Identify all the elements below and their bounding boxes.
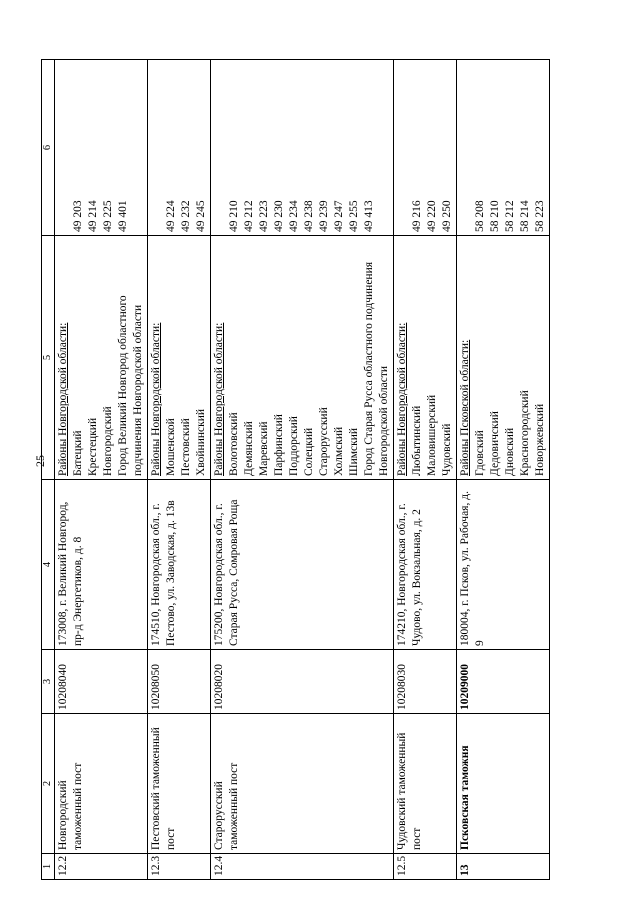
okato-code: 49 239 <box>318 200 330 232</box>
region-title: Районы Псковской области: <box>459 339 471 476</box>
header-cell: 2 <box>42 714 55 854</box>
region-item: Мошенской <box>165 418 177 476</box>
okato-code: 49 224 <box>165 200 177 232</box>
code-spacer <box>458 63 473 232</box>
address-cell: 174510, Новгородская обл., г. Пестово, ул. Заводская, д. 13в <box>148 480 211 650</box>
region-title: Районы Новгородской области: <box>57 322 69 476</box>
region-item: Крестецкий <box>87 417 99 476</box>
address-cell: 173008, г. Великий Новгород, пр-д Энергетиков, д. 8 <box>55 480 148 650</box>
region-item: Новгородский <box>102 406 114 476</box>
region-item: Любытинский <box>411 405 423 476</box>
region-item: Солецкий <box>303 427 315 476</box>
regions-cell <box>457 236 550 480</box>
row-number-cell: 13 <box>457 854 550 880</box>
okato-code: 58 223 <box>534 200 546 232</box>
row-number-cell: 12.3 <box>148 854 211 880</box>
document-sheet <box>41 60 601 880</box>
region-item: Дновский <box>504 427 516 476</box>
okato-code: 49 203 <box>72 200 84 232</box>
office-code-cell: 10208050 <box>148 650 211 714</box>
address-cell: 175200, Новгородская обл., г. Старая Русса, Сомровая Роща <box>211 480 394 650</box>
code-spacer <box>212 63 227 232</box>
okato-codes-cell <box>211 60 394 236</box>
header-cell: 6 <box>42 60 55 236</box>
okato-code: 49 225 <box>102 200 114 232</box>
okato-code: 58 208 <box>474 200 486 232</box>
okato-code: 49 247 <box>333 200 345 232</box>
code-spacer <box>395 63 410 232</box>
table-row <box>148 60 211 880</box>
customs-office-name-cell: Пестовский таможенный пост <box>148 714 211 854</box>
okato-code: 49 255 <box>348 200 360 232</box>
okato-codes-cell <box>55 60 148 236</box>
region-item: Маревский <box>258 421 270 476</box>
okato-code: 49 234 <box>288 200 300 232</box>
region-item: Старорусский <box>318 407 330 476</box>
customs-office-name-cell: Псковская таможня <box>457 714 550 854</box>
header-cell: 4 <box>42 480 55 650</box>
regions-cell <box>211 236 394 480</box>
okato-code: 49 212 <box>243 200 255 232</box>
page-number: 25 <box>33 455 47 467</box>
okato-code: 49 245 <box>195 200 207 232</box>
address-cell: 174210, Новгородская обл., г. Чудово, ул. Вокзальная, д. 2 <box>394 480 457 650</box>
address-cell: 180004, г. Псков, ул. Рабочая, д. 9 <box>457 480 550 650</box>
region-item: Город Великий Новгород областного подчинения Новгородской области <box>117 295 144 476</box>
region-title: Районы Новгородской области: <box>213 322 225 476</box>
regions-cell <box>394 236 457 480</box>
header-cell: 3 <box>42 650 55 714</box>
table-row <box>394 60 457 880</box>
okato-code: 49 401 <box>117 200 129 232</box>
okato-code: 58 214 <box>519 200 531 232</box>
region-item: Красногородский <box>519 390 531 476</box>
region-item: Волотовский <box>228 412 240 476</box>
okato-code: 49 210 <box>228 200 240 232</box>
okato-code: 49 232 <box>180 200 192 232</box>
region-item: Демянский <box>243 421 255 476</box>
okato-code: 49 413 <box>363 200 375 232</box>
okato-codes-cell <box>394 60 457 236</box>
okato-code: 49 230 <box>273 200 285 232</box>
customs-office-name-cell: Чудовский таможенный пост <box>394 714 457 854</box>
table-body <box>42 60 550 880</box>
okato-codes-cell <box>457 60 550 236</box>
region-item: Парфинский <box>273 414 285 476</box>
header-row <box>42 60 55 880</box>
regions-cell <box>55 236 148 480</box>
region-item: Дедовичский <box>489 411 501 476</box>
row-number-cell: 12.4 <box>211 854 394 880</box>
regions-cell <box>148 236 211 480</box>
office-code-cell: 10209000 <box>457 650 550 714</box>
okato-code: 58 210 <box>489 200 501 232</box>
okato-codes-cell <box>148 60 211 236</box>
okato-code: 49 220 <box>426 200 438 232</box>
region-item: Чудовский <box>441 423 453 476</box>
region-item: Пестовский <box>180 418 192 476</box>
region-item: Город Старая Русса областного подчинения Новгородской области <box>363 261 390 476</box>
region-item: Хвойнинский <box>195 408 207 476</box>
header-cell: 1 <box>42 854 55 880</box>
okato-code: 49 216 <box>411 200 423 232</box>
region-title: Районы Новгородской области: <box>396 322 408 476</box>
region-item: Гдовский <box>474 430 486 476</box>
customs-table <box>41 59 550 880</box>
region-item: Поддорский <box>288 416 300 476</box>
header-cell: 5 <box>42 236 55 480</box>
okato-code: 49 223 <box>258 200 270 232</box>
table-row <box>55 60 148 880</box>
okato-code: 49 250 <box>441 200 453 232</box>
region-item: Батецкий <box>72 430 84 476</box>
row-number-cell: 12.2 <box>55 854 148 880</box>
region-title: Районы Новгородской области: <box>150 322 162 476</box>
region-item: Шимский <box>348 427 360 476</box>
customs-office-name-cell: Старорусский таможенный пост <box>211 714 394 854</box>
okato-code: 49 214 <box>87 200 99 232</box>
region-item: Новоржевский <box>534 403 546 476</box>
customs-office-name-cell: Новгородский таможенный пост <box>55 714 148 854</box>
office-code-cell: 10208020 <box>211 650 394 714</box>
okato-code: 58 212 <box>504 200 516 232</box>
region-item: Маловишерский <box>426 394 438 476</box>
table-row <box>457 60 550 880</box>
code-spacer <box>56 63 71 232</box>
region-item: Холмский <box>333 426 345 476</box>
office-code-cell: 10208040 <box>55 650 148 714</box>
okato-code: 49 238 <box>303 200 315 232</box>
row-number-cell: 12.5 <box>394 854 457 880</box>
table-row <box>211 60 394 880</box>
code-spacer <box>149 63 164 232</box>
office-code-cell: 10208030 <box>394 650 457 714</box>
